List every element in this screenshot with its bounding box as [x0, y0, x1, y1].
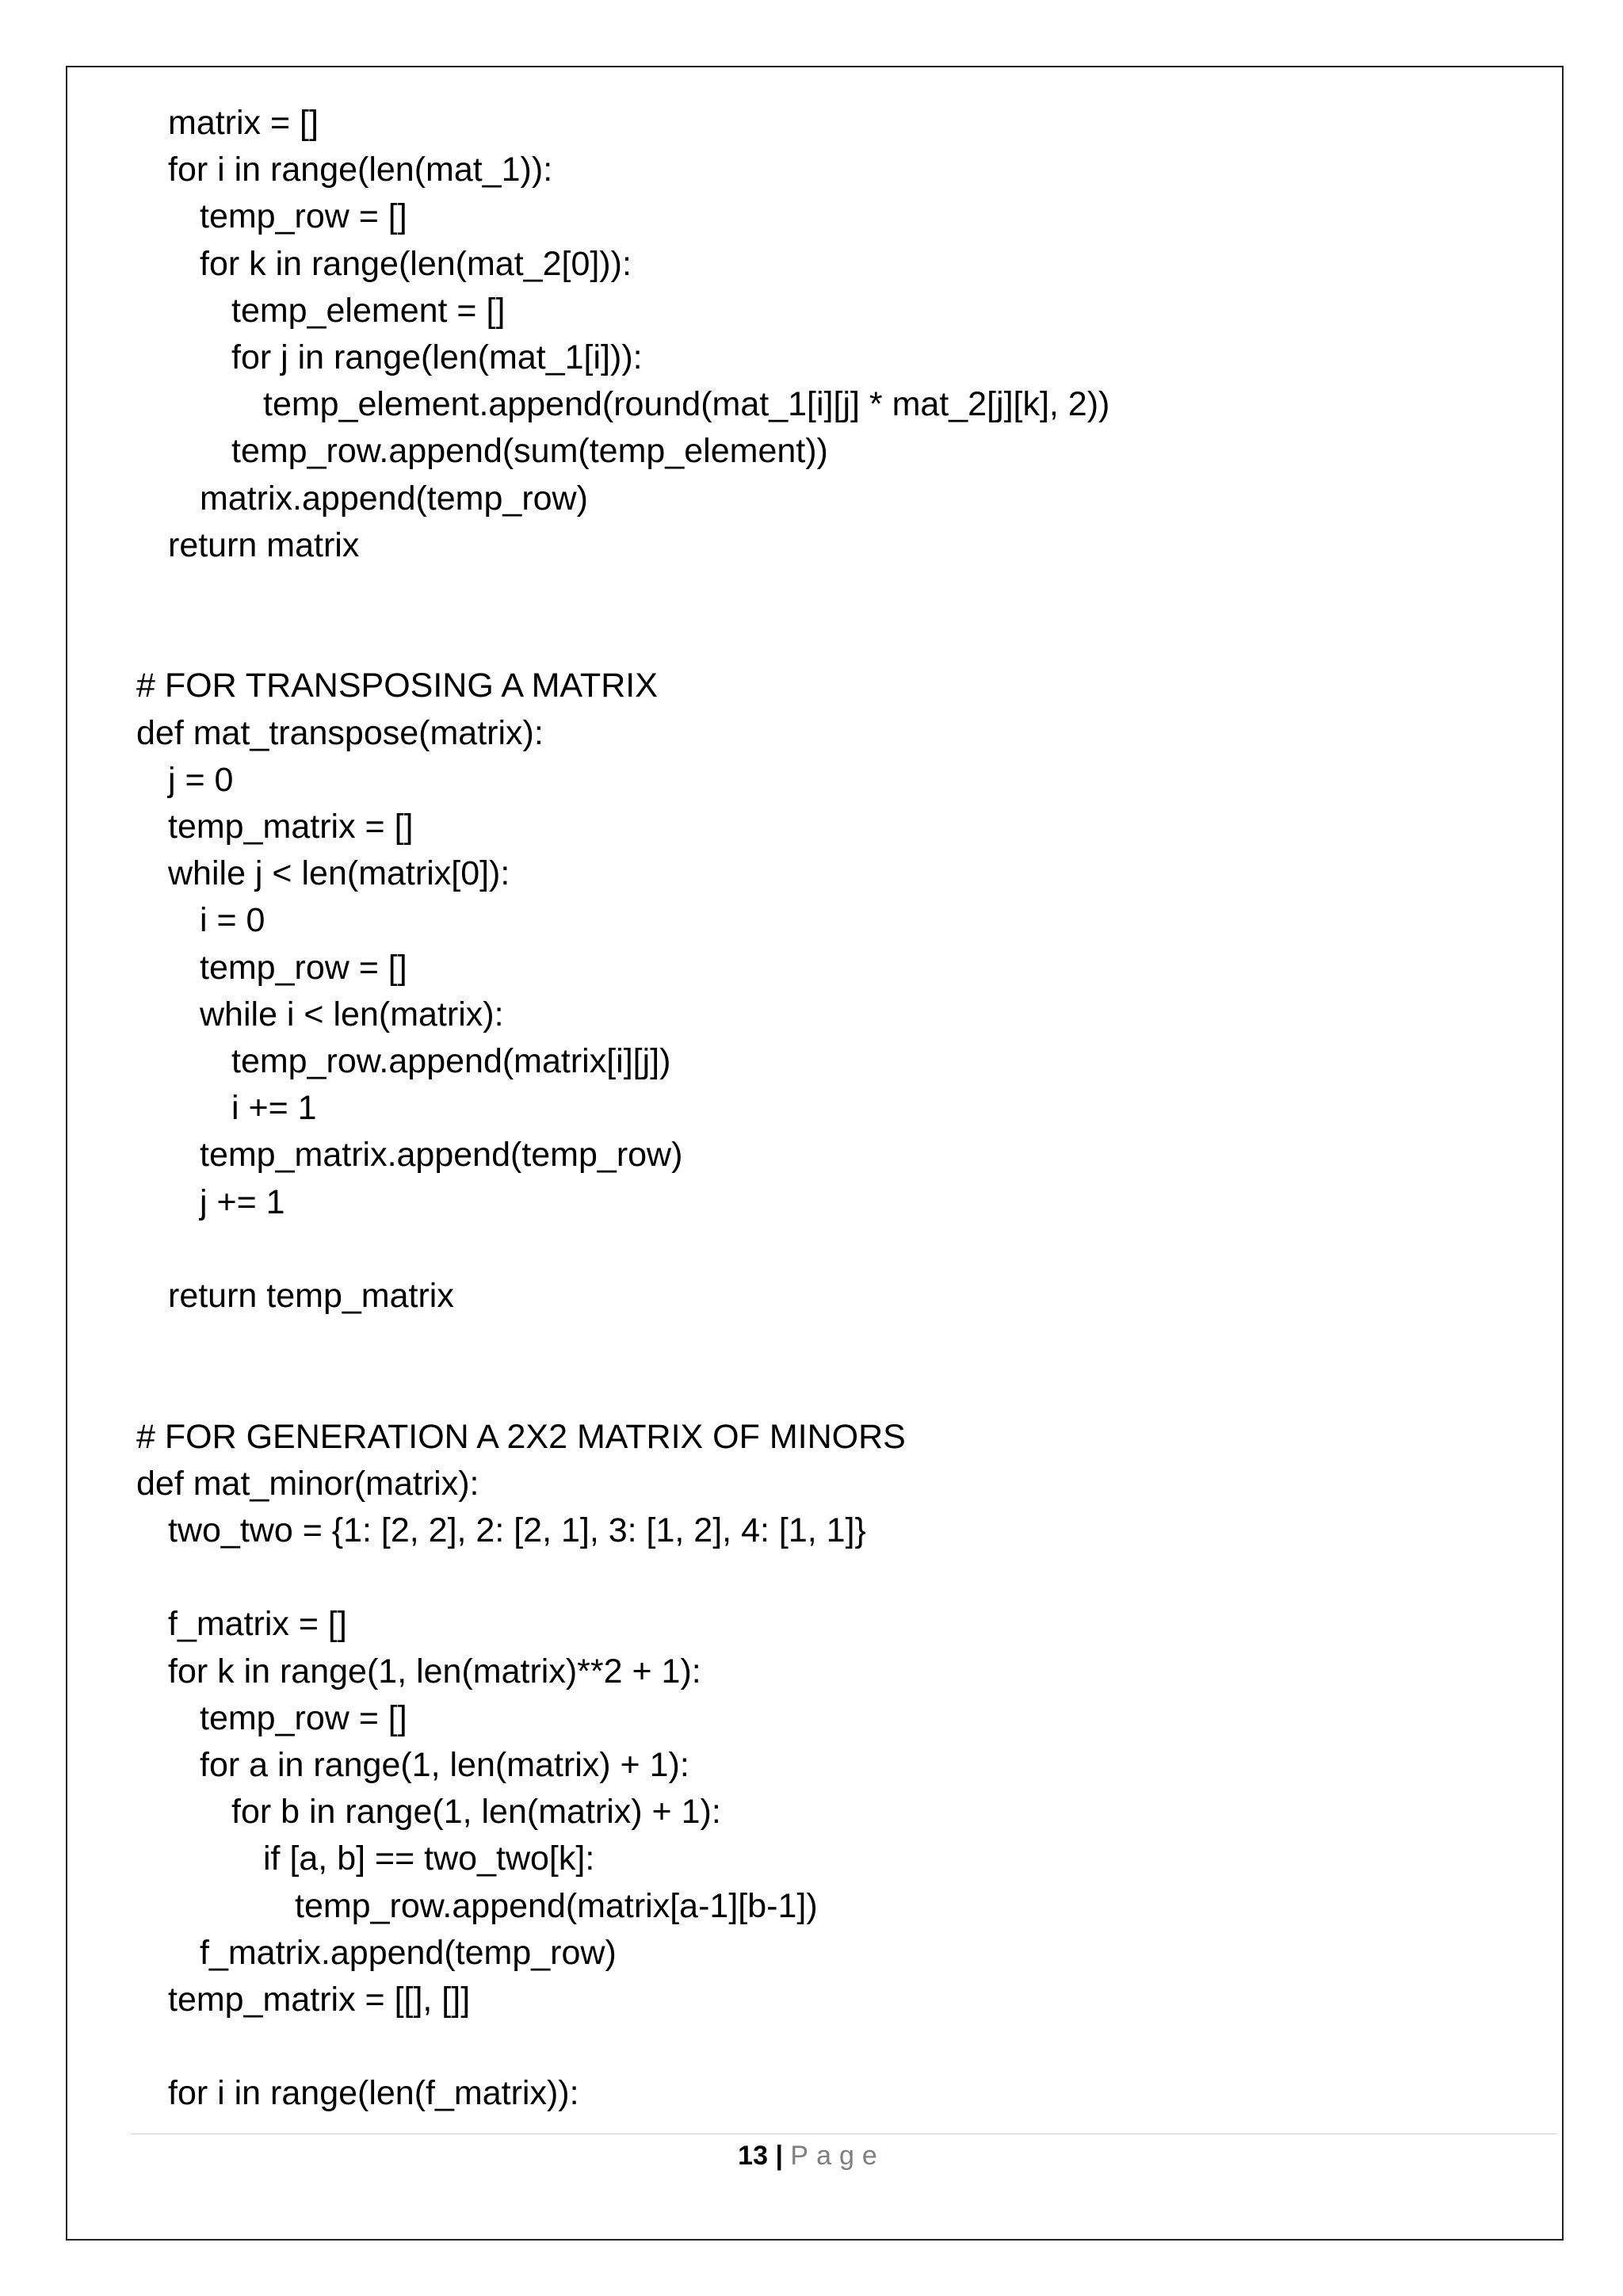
code-line: # FOR GENERATION A 2X2 MATRIX OF MINORS: [136, 1417, 906, 1456]
code-line: matrix.append(temp_row): [200, 479, 588, 518]
code-line: for b in range(1, len(matrix) + 1):: [231, 1793, 721, 1832]
code-line: i = 0: [200, 901, 265, 940]
code-line: j += 1: [200, 1182, 285, 1221]
page-number: 13: [738, 2141, 768, 2171]
code-line: for a in range(1, len(matrix) + 1):: [200, 1746, 689, 1784]
code-line: temp_matrix = []: [168, 808, 414, 846]
code-line: while i < len(matrix):: [200, 995, 504, 1033]
code-line: def mat_minor(matrix):: [136, 1464, 479, 1503]
code-line: while j < len(matrix[0]):: [168, 854, 510, 893]
page-label: Page: [790, 2141, 885, 2171]
code-line: for j in range(len(mat_1[i])):: [231, 338, 643, 376]
code-line: temp_row.append(matrix[i][j]): [231, 1042, 671, 1080]
code-line: matrix = []: [168, 104, 319, 142]
code-line: return matrix: [168, 525, 360, 564]
code-line: temp_row = []: [200, 1698, 407, 1737]
code-line: temp_row = []: [200, 948, 407, 987]
code-line: temp_element.append(round(mat_1[i][j] * mat_2[j][k], 2)): [263, 385, 1110, 424]
code-line: temp_matrix.append(temp_row): [200, 1136, 683, 1175]
code-line: i += 1: [231, 1089, 317, 1128]
code-line: for k in range(len(mat_2[0])):: [200, 244, 632, 283]
code-line: temp_row.append(matrix[a-1][b-1]): [295, 1886, 818, 1925]
code-line: if [a, b] == two_two[k]:: [263, 1839, 595, 1878]
code-line: j = 0: [168, 760, 234, 799]
code-line: temp_element = []: [231, 291, 506, 330]
page-footer: [0, 2136, 1623, 2176]
code-line: temp_row = []: [200, 197, 407, 236]
code-line: def mat_transpose(matrix):: [136, 713, 544, 752]
code-line: temp_matrix = [[], []]: [168, 1981, 471, 2019]
code-line: for i in range(len(f_matrix)):: [168, 2074, 579, 2113]
code-line: f_matrix.append(temp_row): [200, 1933, 617, 1972]
code-line: temp_row.append(sum(temp_element)): [231, 432, 828, 471]
code-line: # FOR TRANSPOSING A MATRIX: [136, 667, 658, 705]
code-line: two_two = {1: [2, 2], 2: [2, 1], 3: [1, 2], 4: [1, 1]}: [168, 1511, 866, 1549]
code-line: return temp_matrix: [168, 1277, 454, 1315]
footer-separator: |: [775, 2141, 783, 2171]
code-line: for i in range(len(mat_1)):: [168, 151, 553, 189]
code-line: for k in range(1, len(matrix)**2 + 1):: [168, 1652, 701, 1690]
code-line: f_matrix = []: [168, 1605, 347, 1644]
